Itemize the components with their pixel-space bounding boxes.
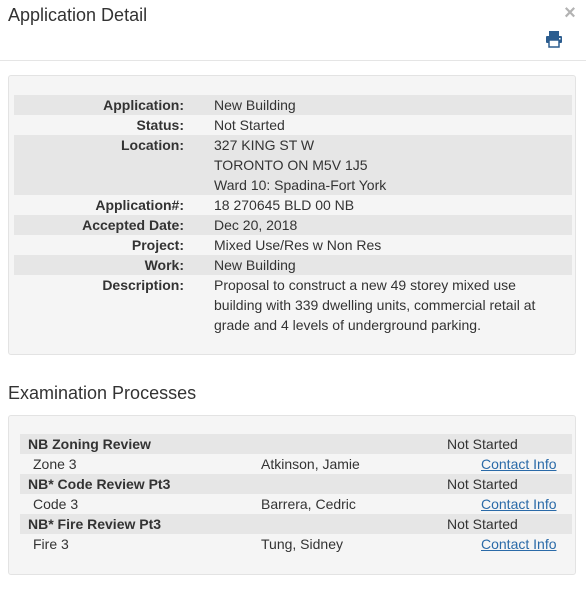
description-label: Description: [102,277,184,293]
process-name: NB* Fire Review Pt3 [28,516,162,532]
contact-info-link[interactable]: Contact Info [481,536,557,552]
application-number-row [14,195,572,215]
process-header-row [20,514,572,534]
accepted-date-label: Accepted Date: [82,217,184,233]
location-row [14,135,572,195]
location-label: Location: [121,137,184,153]
detail-panel [8,75,576,355]
description-line: grade and 4 levels of underground parking. [214,317,481,333]
process-code: Fire 3 [33,536,69,552]
contact-info-link[interactable]: Contact Info [481,456,557,472]
application-row [14,95,572,115]
accepted-date-row [14,215,572,235]
accepted-date-value: Dec 20, 2018 [214,217,298,233]
description-line: building with 339 dwelling units, commercial retail at [214,297,536,313]
status-row [14,115,572,135]
project-row [14,235,572,255]
status-value: Not Started [214,117,285,133]
work-label: Work: [144,257,184,273]
process-detail-row [20,534,572,554]
process-name: NB Zoning Review [28,436,151,452]
work-value: New Building [214,257,296,273]
process-status: Not Started [447,476,518,492]
modal-header [0,0,586,61]
process-examiner: Barrera, Cedric [261,496,356,512]
examination-processes-title: Examination Processes [8,383,197,403]
process-name: NB* Code Review Pt3 [28,476,171,492]
project-label: Project: [131,237,184,253]
modal-title: Application Detail [8,5,148,25]
examination-panel [8,415,576,575]
process-header-row [20,434,572,454]
description-row [14,275,572,335]
location-value [214,135,554,195]
work-row [14,255,572,275]
location-line: TORONTO ON M5V 1J5 [214,157,368,173]
process-examiner: Tung, Sidney [261,536,343,552]
print-icon[interactable] [544,30,564,48]
process-code: Code 3 [33,496,79,512]
process-status: Not Started [447,436,518,452]
process-examiner: Atkinson, Jamie [261,456,360,472]
application-value: New Building [214,97,296,113]
contact-info-link[interactable]: Contact Info [481,496,557,512]
location-line: Ward 10: Spadina-Fort York [214,177,387,193]
status-label: Status: [136,117,184,133]
application-number-value: 18 270645 BLD 00 NB [214,197,355,213]
close-icon[interactable]: × [564,2,576,24]
description-line: Proposal to construct a new 49 storey mixed use [214,277,516,293]
location-line: 327 KING ST W [214,137,315,153]
process-code: Zone 3 [33,456,77,472]
process-header-row [20,474,572,494]
process-detail-row [20,454,572,474]
description-value [214,275,554,335]
process-detail-row [20,494,572,514]
project-value: Mixed Use/Res w Non Res [214,237,382,253]
application-label: Application: [103,97,184,113]
application-number-label: Application#: [95,197,184,213]
process-status: Not Started [447,516,518,532]
